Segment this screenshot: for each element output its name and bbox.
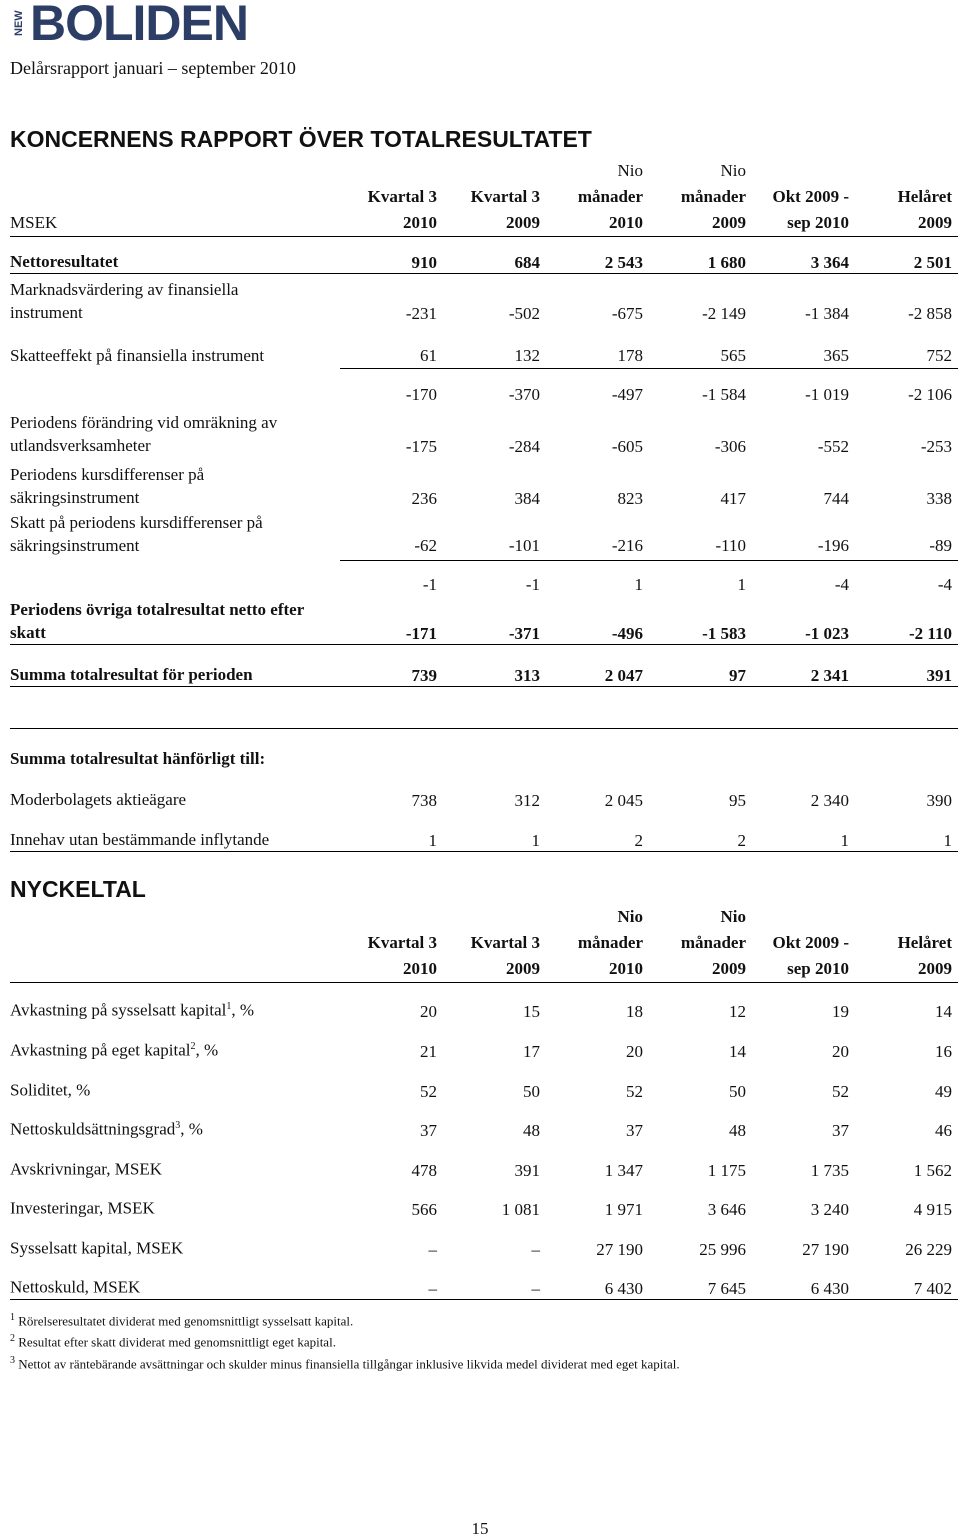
cell: 50	[523, 1081, 540, 1101]
footnote	[10, 1330, 680, 1351]
cell: 20	[832, 1041, 849, 1061]
cell: 1 175	[707, 1160, 746, 1180]
col-header: sep 2010	[752, 210, 855, 237]
col-header: Kvartal 3	[367, 187, 437, 206]
header-row-3	[10, 956, 958, 983]
cell: -2 106	[908, 384, 952, 404]
table-row	[10, 1062, 958, 1102]
cell: 2	[546, 811, 649, 852]
row-label-text: Nettoskuld, MSEK	[10, 1278, 141, 1297]
row-label: Marknadsvärdering av finansiella instrument	[10, 279, 239, 322]
cell: 384	[514, 488, 540, 508]
cell: 1	[752, 811, 855, 852]
footnote-text: Resultat efter skatt dividerat med genomsnittligt eget kapital.	[15, 1334, 336, 1350]
header-row-2	[10, 184, 958, 210]
cell: -1 019	[805, 384, 849, 404]
footnote-text: Nettot av räntebärande avsättningar och skulder minus finansiella tillgångar inklusive likvida medel dividerat med eget kapital.	[15, 1355, 680, 1371]
spacer-cell	[546, 687, 649, 729]
row-label-text: Soliditet, %	[10, 1080, 91, 1100]
cell: -4	[937, 574, 952, 594]
boliden-logo: BOLIDEN	[30, 0, 248, 51]
cell: 1 971	[604, 1199, 643, 1219]
row-label	[10, 1141, 340, 1181]
cell: 52	[832, 1081, 849, 1101]
col-header: månader	[680, 933, 746, 952]
cell: 313	[443, 645, 546, 687]
cell: 2	[649, 811, 752, 852]
cell: 1	[855, 811, 958, 852]
footnote-ref: 3	[175, 1119, 181, 1131]
col-header	[340, 158, 443, 184]
row-label: Moderbolagets aktieägare	[10, 789, 187, 809]
col-header: Nio	[720, 907, 746, 926]
row-label	[10, 1220, 340, 1260]
cell: 48	[523, 1120, 540, 1140]
cell: 37	[420, 1120, 437, 1140]
cell: 312	[514, 790, 540, 810]
header-empty	[10, 930, 340, 956]
cell: 3 240	[810, 1199, 849, 1219]
cell: 2 341	[752, 645, 855, 687]
section-title-nyckeltal: NYCKELTAL	[10, 876, 146, 902]
col-header: månader	[577, 187, 643, 206]
spacer-cell	[443, 687, 546, 729]
cell: 1 081	[501, 1199, 540, 1219]
cell: -496	[546, 595, 649, 645]
cell: 52	[420, 1081, 437, 1101]
header-row-2	[10, 930, 958, 956]
table-row	[10, 1181, 958, 1220]
cell: -231	[405, 303, 437, 323]
col-header: månader	[680, 187, 746, 206]
cell: -253	[920, 436, 952, 456]
col-header: Helåret	[897, 933, 952, 952]
col-header: 2010	[340, 956, 443, 983]
col-header: 2009	[649, 210, 752, 237]
row-label: Periodens förändring vid omräkning av utlandsverksamheter	[10, 412, 278, 455]
col-header	[340, 904, 443, 930]
cell: 236	[411, 488, 437, 508]
col-header: Nio	[617, 161, 643, 180]
row-label-text: Avkastning på eget kapital	[10, 1040, 191, 1060]
row-label-suffix: , %	[180, 1119, 203, 1139]
cell: -101	[443, 509, 546, 561]
cell: -675	[611, 303, 643, 323]
cell: 49	[935, 1081, 952, 1101]
cell: 338	[926, 488, 952, 508]
cell: 1	[443, 811, 546, 852]
spacer-cell	[855, 687, 958, 729]
cell: -306	[714, 436, 746, 456]
cell: –	[531, 1239, 540, 1259]
row-label: Summa totalresultat hänförligt till:	[10, 748, 266, 768]
table-row	[10, 645, 958, 687]
page-number: 15	[471, 1519, 489, 1538]
cell: 391	[514, 1160, 540, 1180]
cell: -502	[508, 303, 540, 323]
cell: 26 229	[905, 1239, 952, 1259]
col-header: 2010	[340, 210, 443, 237]
row-label: Nettoresultatet	[10, 237, 340, 274]
section-title-totalresultat: KONCERNENS RAPPORT ÖVER TOTALRESULTATET	[10, 126, 592, 152]
row-label-text: Sysselsatt kapital, MSEK	[10, 1238, 184, 1258]
row-label: Summa totalresultat för perioden	[10, 645, 340, 687]
cell: 1	[634, 574, 643, 594]
cell: -4	[834, 574, 849, 594]
footnote-mark: 2	[10, 1333, 15, 1345]
row-label	[10, 1181, 340, 1220]
col-header	[855, 904, 958, 930]
spacer-cell	[649, 687, 752, 729]
row-label-text: Investeringar, MSEK	[10, 1198, 155, 1218]
cell: 565	[649, 324, 752, 369]
cell: 566	[411, 1199, 437, 1219]
cell: 12	[729, 1001, 746, 1021]
cell: -497	[611, 384, 643, 404]
cell: 97	[649, 645, 752, 687]
table-row	[10, 1102, 958, 1141]
table-row	[10, 770, 958, 811]
row-label	[10, 983, 340, 1022]
cell: 61	[340, 324, 443, 369]
cell: 365	[752, 324, 855, 369]
cell: 50	[729, 1081, 746, 1101]
table-row	[10, 509, 958, 561]
row-label	[10, 1022, 340, 1062]
cell: 52	[626, 1081, 643, 1101]
cell: 46	[935, 1120, 952, 1140]
cell: 823	[617, 488, 643, 508]
table-row	[10, 1260, 958, 1300]
cell: -552	[817, 436, 849, 456]
report-subtitle: Delårsrapport januari – september 2010	[10, 58, 296, 78]
cell: -62	[340, 509, 443, 561]
col-header: Nio	[720, 161, 746, 180]
table-spacer-row	[10, 687, 958, 729]
cell: 390	[926, 790, 952, 810]
cell: 1 735	[810, 1160, 849, 1180]
cell: 18	[626, 1001, 643, 1021]
cell: 20	[420, 1001, 437, 1021]
col-header: 2010	[546, 210, 649, 237]
col-header: 2009	[443, 956, 546, 983]
cell: -216	[546, 509, 649, 561]
col-header: Helåret	[897, 187, 952, 206]
cell: -370	[508, 384, 540, 404]
cell: 19	[832, 1001, 849, 1021]
cell: -89	[855, 509, 958, 561]
cell: 2 047	[546, 645, 649, 687]
cell: 4 915	[913, 1199, 952, 1219]
cell: 2 501	[855, 237, 958, 274]
cell: -1 384	[805, 303, 849, 323]
row-label-suffix: , %	[231, 1000, 255, 1020]
cell: 132	[443, 324, 546, 369]
row-label-text: Avkastning på sysselsatt kapital	[10, 1000, 227, 1020]
col-header: Nio	[617, 907, 643, 926]
row-label	[10, 369, 340, 405]
cell: –	[428, 1239, 437, 1259]
table-row	[10, 1022, 958, 1062]
cell: 3 646	[707, 1199, 746, 1219]
col-header: Kvartal 3	[367, 933, 437, 952]
cell: 27 190	[802, 1239, 849, 1259]
cell: 1 680	[649, 237, 752, 274]
col-header	[855, 158, 958, 184]
cell: 417	[720, 488, 746, 508]
cell: -371	[443, 595, 546, 645]
row-label: Periodens övriga totalresultat netto efter skatt	[10, 595, 340, 645]
cell: -1	[422, 574, 437, 594]
row-label-suffix: , %	[195, 1040, 219, 1060]
cell: 1 347	[604, 1160, 643, 1180]
table-row	[10, 1220, 958, 1260]
col-header: sep 2010	[752, 956, 855, 983]
col-header: 2009	[649, 956, 752, 983]
cell: 178	[546, 324, 649, 369]
cell: 14	[935, 1001, 952, 1021]
table-row	[10, 595, 958, 645]
header-empty	[10, 184, 340, 210]
cell: 6 430	[546, 1260, 649, 1300]
col-header: 2009	[855, 210, 958, 237]
cell: 739	[340, 645, 443, 687]
col-header	[443, 904, 546, 930]
cell: 16	[935, 1041, 952, 1061]
cell: -175	[405, 436, 437, 456]
table-row	[10, 811, 958, 852]
cell: 6 430	[752, 1260, 855, 1300]
spacer-cell	[340, 687, 443, 729]
logo-new-text: NEW	[13, 10, 25, 36]
cell: 1 562	[913, 1160, 952, 1180]
row-label-text: Nettoskuldsättningsgrad	[10, 1119, 176, 1139]
header-empty	[10, 904, 340, 930]
col-header: Okt 2009 -	[772, 933, 849, 952]
cell: -2 858	[908, 303, 952, 323]
col-header: Kvartal 3	[470, 933, 540, 952]
col-header	[752, 904, 855, 930]
footnote	[10, 1309, 680, 1330]
footnote-ref: 1	[226, 1000, 232, 1012]
cell: -1 023	[752, 595, 855, 645]
logo-new	[10, 2, 28, 44]
nyckeltal-table	[10, 904, 958, 1300]
table-row	[10, 457, 958, 509]
cell: -170	[405, 384, 437, 404]
footnote-mark: 3	[10, 1354, 15, 1366]
footnote-text: Rörelseresultatet dividerat med genomsnittligt sysselsatt kapital.	[15, 1313, 354, 1329]
col-header	[752, 158, 855, 184]
cell: -2 110	[855, 595, 958, 645]
cell: 478	[411, 1160, 437, 1180]
cell: 910	[340, 237, 443, 274]
table-row	[10, 1141, 958, 1181]
cell: -196	[752, 509, 855, 561]
cell: -110	[649, 509, 752, 561]
cell: 25 996	[699, 1239, 746, 1259]
unit-label: MSEK	[10, 210, 340, 237]
cell: 7 402	[855, 1260, 958, 1300]
cell: 1	[340, 811, 443, 852]
col-header: 2009	[855, 956, 958, 983]
row-label	[10, 561, 340, 595]
row-label: Innehav utan bestämmande inflytande	[10, 811, 340, 852]
row-label	[10, 1102, 340, 1141]
cell: 752	[855, 324, 958, 369]
cell: 1	[737, 574, 746, 594]
row-label-text: Avskrivningar, MSEK	[10, 1159, 162, 1179]
cell: –	[443, 1260, 546, 1300]
row-label: Skatteeffekt på finansiella instrument	[10, 345, 265, 365]
cell: 684	[443, 237, 546, 274]
cell: 37	[832, 1120, 849, 1140]
table-row	[10, 274, 958, 324]
col-header: Kvartal 3	[470, 187, 540, 206]
footnote	[10, 1352, 680, 1373]
footnote-ref: 2	[190, 1040, 196, 1052]
cell: -2 149	[702, 303, 746, 323]
cell: –	[340, 1260, 443, 1300]
col-header: 2010	[546, 956, 649, 983]
cell: 95	[729, 790, 746, 810]
totalresultat-table	[10, 158, 958, 852]
footnote-mark: 1	[10, 1312, 15, 1323]
row-label	[10, 1062, 340, 1102]
header-empty	[10, 158, 340, 184]
cell: 15	[523, 1001, 540, 1021]
cell: 27 190	[596, 1239, 643, 1259]
cell: 48	[729, 1120, 746, 1140]
col-header: Okt 2009 -	[772, 187, 849, 206]
cell: 7 645	[649, 1260, 752, 1300]
cell: 2 543	[546, 237, 649, 274]
row-label: Skatt på periodens kursdifferenser på säkringsinstrument	[10, 512, 263, 555]
row-label	[10, 1260, 340, 1300]
cell: -605	[611, 436, 643, 456]
spacer-cell	[10, 687, 340, 729]
col-header	[443, 158, 546, 184]
cell: -1	[525, 574, 540, 594]
row-label: Periodens kursdifferenser på säkringsinstrument	[10, 464, 205, 507]
cell: 20	[626, 1041, 643, 1061]
cell: 17	[523, 1041, 540, 1061]
table-row	[10, 729, 958, 770]
header-row-1	[10, 158, 958, 184]
table-row	[10, 237, 958, 274]
col-header: månader	[577, 933, 643, 952]
header-empty	[10, 956, 340, 983]
table-row	[10, 561, 958, 595]
table-row	[10, 983, 958, 1022]
cell: -284	[508, 436, 540, 456]
header-row-3	[10, 210, 958, 237]
cell: 3 364	[752, 237, 855, 274]
header-row-1	[10, 904, 958, 930]
cell: -1 583	[649, 595, 752, 645]
cell: 2 045	[604, 790, 643, 810]
cell: 744	[823, 488, 849, 508]
cell: 391	[855, 645, 958, 687]
cell: 21	[420, 1041, 437, 1061]
cell: -1 584	[702, 384, 746, 404]
cell: 738	[411, 790, 437, 810]
cell: -171	[340, 595, 443, 645]
spacer-cell	[752, 687, 855, 729]
cell: 14	[729, 1041, 746, 1061]
col-header: 2009	[443, 210, 546, 237]
footnotes	[10, 1309, 680, 1373]
cell: 2 340	[810, 790, 849, 810]
cell: 37	[626, 1120, 643, 1140]
table-row	[10, 324, 958, 369]
table-row	[10, 369, 958, 405]
table-row	[10, 405, 958, 457]
